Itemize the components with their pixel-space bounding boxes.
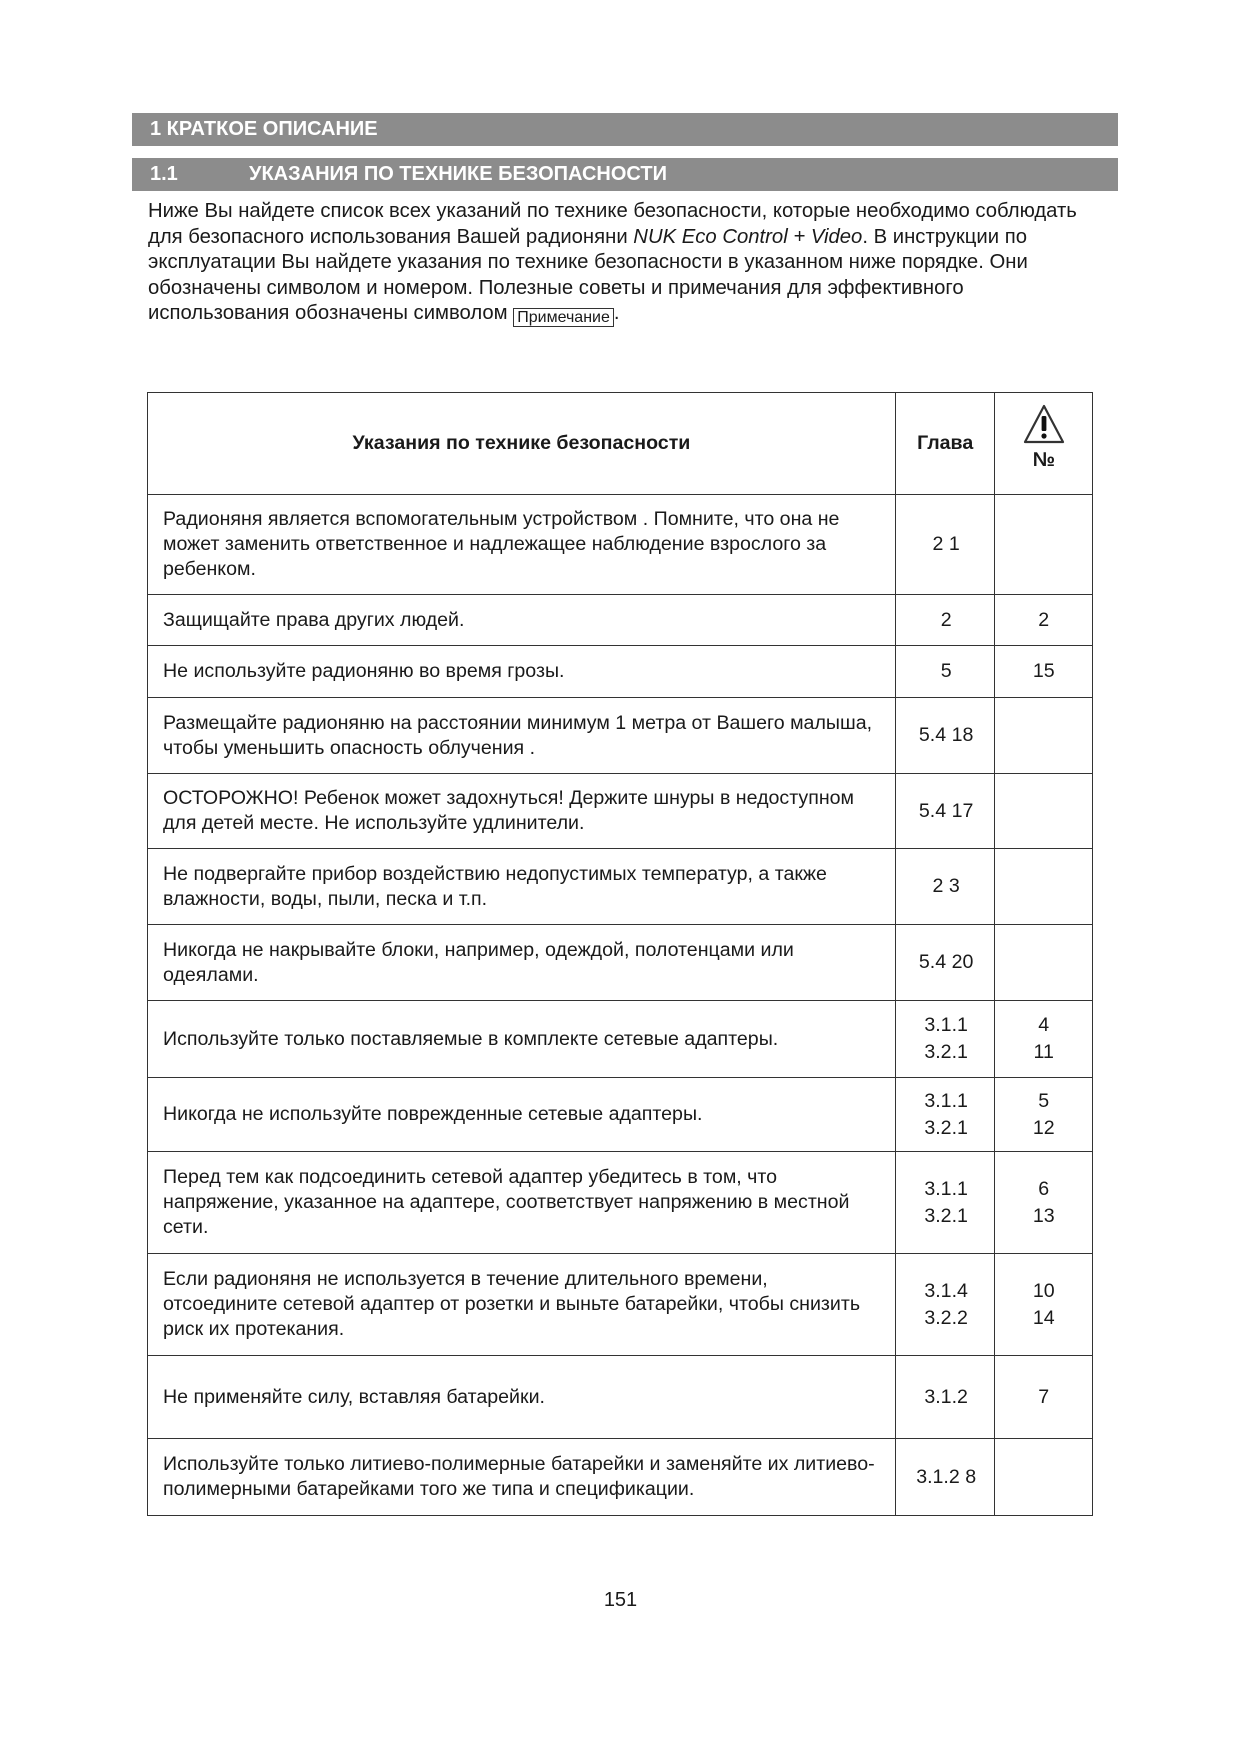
safety-table (147, 392, 1093, 1516)
table-row (148, 849, 1093, 925)
chapter-cell (895, 1078, 995, 1152)
table-row (148, 1078, 1093, 1152)
header-number (995, 393, 1093, 495)
table-row (148, 1001, 1093, 1078)
chapter-ref: 3.1.2 (924, 1385, 968, 1408)
subsection-title: УКАЗАНИЯ ПО ТЕХНИКЕ БЕЗОПАСНОСТИ (249, 163, 667, 185)
chapter-ref: 5 (940, 660, 952, 682)
warning-number: 11 (1033, 1041, 1054, 1063)
chapter-ref: 5.4 18 (918, 724, 974, 746)
table-row (148, 1152, 1093, 1254)
number-cell (995, 774, 1093, 849)
instruction-text: Если радионяня не используется в течение длительного времени, отсоедините сетевой адаптер от розетки и выньте батарейки, чтобы снизить риск их протекания. (148, 1254, 896, 1356)
number-cell (995, 1439, 1093, 1516)
instruction-text: Никогда не используйте поврежденные сетевые адаптеры. (148, 1078, 896, 1152)
chapter-ref: 5.4 17 (918, 799, 974, 822)
intro-text-3: . (613, 302, 620, 324)
chapter-cell (895, 774, 995, 849)
note-symbol: Примечание (513, 308, 614, 327)
chapter-cell (895, 1001, 995, 1078)
subsection-heading (132, 158, 1118, 191)
warning-number: 7 (1038, 1385, 1050, 1408)
section-title: 1 КРАТКОЕ ОПИСАНИЕ (150, 118, 378, 140)
warning-number: 13 (1032, 1204, 1055, 1227)
chapter-ref: 5.4 20 (918, 951, 974, 973)
number-cell (995, 1356, 1093, 1439)
chapter-ref: 3.2.1 (924, 1041, 968, 1063)
number-cell (995, 925, 1093, 1001)
chapter-ref: 3.1.4 (924, 1279, 968, 1302)
table-row (148, 698, 1093, 774)
table-row (148, 595, 1093, 646)
table-body (148, 495, 1093, 1516)
instruction-text: Используйте только поставляемые в комплекте сетевые адаптеры. (148, 1001, 896, 1078)
product-name: NUK Eco Control + Video (633, 225, 863, 248)
chapter-cell (895, 595, 995, 646)
subsection-number: 1.1 (150, 163, 178, 185)
warning-number: 4 (1038, 1014, 1050, 1036)
number-cell (995, 595, 1093, 646)
warning-number: 6 (1038, 1177, 1050, 1200)
instruction-text: Радионяня является вспомогательным устройством . Помните, что она не может заменить ответственное и надлежащее наблюдение взрослого за ребенком. (148, 495, 896, 595)
table-row (148, 1439, 1093, 1516)
section-heading (132, 113, 1118, 146)
chapter-cell (895, 698, 995, 774)
header-chapter: Глава (895, 393, 995, 495)
number-cell (995, 1152, 1093, 1254)
instruction-text: Размещайте радионяню на расстоянии минимум 1 метра от Вашего малыша, чтобы уменьшить опасность облучения . (148, 698, 896, 774)
instruction-text: Перед тем как подсоединить сетевой адаптер убедитесь в том, что напряжение, указанное на адаптере, соответствует напряжению в местной сети. (148, 1152, 896, 1254)
instruction-text: Не подвергайте прибор воздействию недопустимых температур, а также влажности, воды, пыли, песка и т.п. (148, 849, 896, 925)
number-cell (995, 1078, 1093, 1152)
number-cell (995, 646, 1093, 698)
instruction-text: Не используйте радионяню во время грозы. (148, 646, 896, 698)
chapter-ref: 3.1.2 8 (916, 1465, 977, 1488)
chapter-ref: 3.1.1 (924, 1089, 968, 1112)
chapter-ref: 2 3 (932, 875, 960, 897)
chapter-cell (895, 1254, 995, 1356)
header-instructions: Указания по технике безопасности (148, 393, 896, 495)
table-row (148, 495, 1093, 595)
chapter-cell (895, 925, 995, 1001)
number-sign: № (1032, 449, 1055, 471)
chapter-cell (895, 646, 995, 698)
warning-number: 5 (1038, 1089, 1050, 1112)
warning-number: 12 (1032, 1116, 1055, 1139)
table-row (148, 1356, 1093, 1439)
chapter-ref: 3.1.1 (924, 1014, 968, 1036)
number-cell (995, 1001, 1093, 1078)
chapter-ref: 3.2.1 (924, 1116, 968, 1139)
warning-number: 14 (1032, 1306, 1055, 1329)
chapter-ref: 3.1.1 (924, 1177, 968, 1200)
chapter-cell (895, 1356, 995, 1439)
warning-triangle-icon (1022, 403, 1066, 445)
intro-paragraph (148, 199, 1108, 328)
chapter-cell (895, 1439, 995, 1516)
chapter-ref: 3.2.2 (924, 1306, 968, 1329)
table-row (148, 774, 1093, 849)
warning-number: 10 (1032, 1279, 1055, 1302)
instruction-text: Защищайте права других людей. (148, 595, 896, 646)
number-cell (995, 849, 1093, 925)
chapter-ref: 2 (940, 608, 952, 631)
warning-number: 2 (1038, 608, 1050, 631)
chapter-cell (895, 495, 995, 595)
instruction-text: Никогда не накрывайте блоки, например, одеждой, полотенцами или одеялами. (148, 925, 896, 1001)
instruction-text: Не применяйте силу, вставляя батарейки. (148, 1356, 896, 1439)
number-cell (995, 1254, 1093, 1356)
table-header-row (148, 393, 1093, 495)
number-cell (995, 698, 1093, 774)
chapter-cell (895, 1152, 995, 1254)
table-row (148, 1254, 1093, 1356)
instruction-text: ОСТОРОЖНО! Ребенок может задохнуться! Держите шнуры в недоступном для детей месте. Не используйте удлинители. (148, 774, 896, 849)
warning-number: 15 (1032, 660, 1055, 682)
chapter-cell (895, 849, 995, 925)
chapter-ref: 3.2.1 (924, 1204, 968, 1227)
intro-text-1: Ниже Вы найдете список всех указаний по технике безопасности, которые необходимо соблюдать для безопасного использования Вашей радионяни (148, 200, 1077, 248)
intro-text-2: . В инструкции по эксплуатации Вы найдете указания по технике безопасности в указанном ниже порядке. Они обозначены символом и номером. Полезные советы и примечания для эффективного использования обозначены символом (148, 225, 1028, 324)
table-row (148, 646, 1093, 698)
page-number: 151 (603, 1589, 638, 1611)
chapter-ref: 2 1 (932, 533, 960, 555)
number-cell (995, 495, 1093, 595)
table-row (148, 925, 1093, 1001)
instruction-text: Используйте только литиево-полимерные батарейки и заменяйте их литиево-полимерными батарейками того же типа и спецификации. (148, 1439, 896, 1516)
